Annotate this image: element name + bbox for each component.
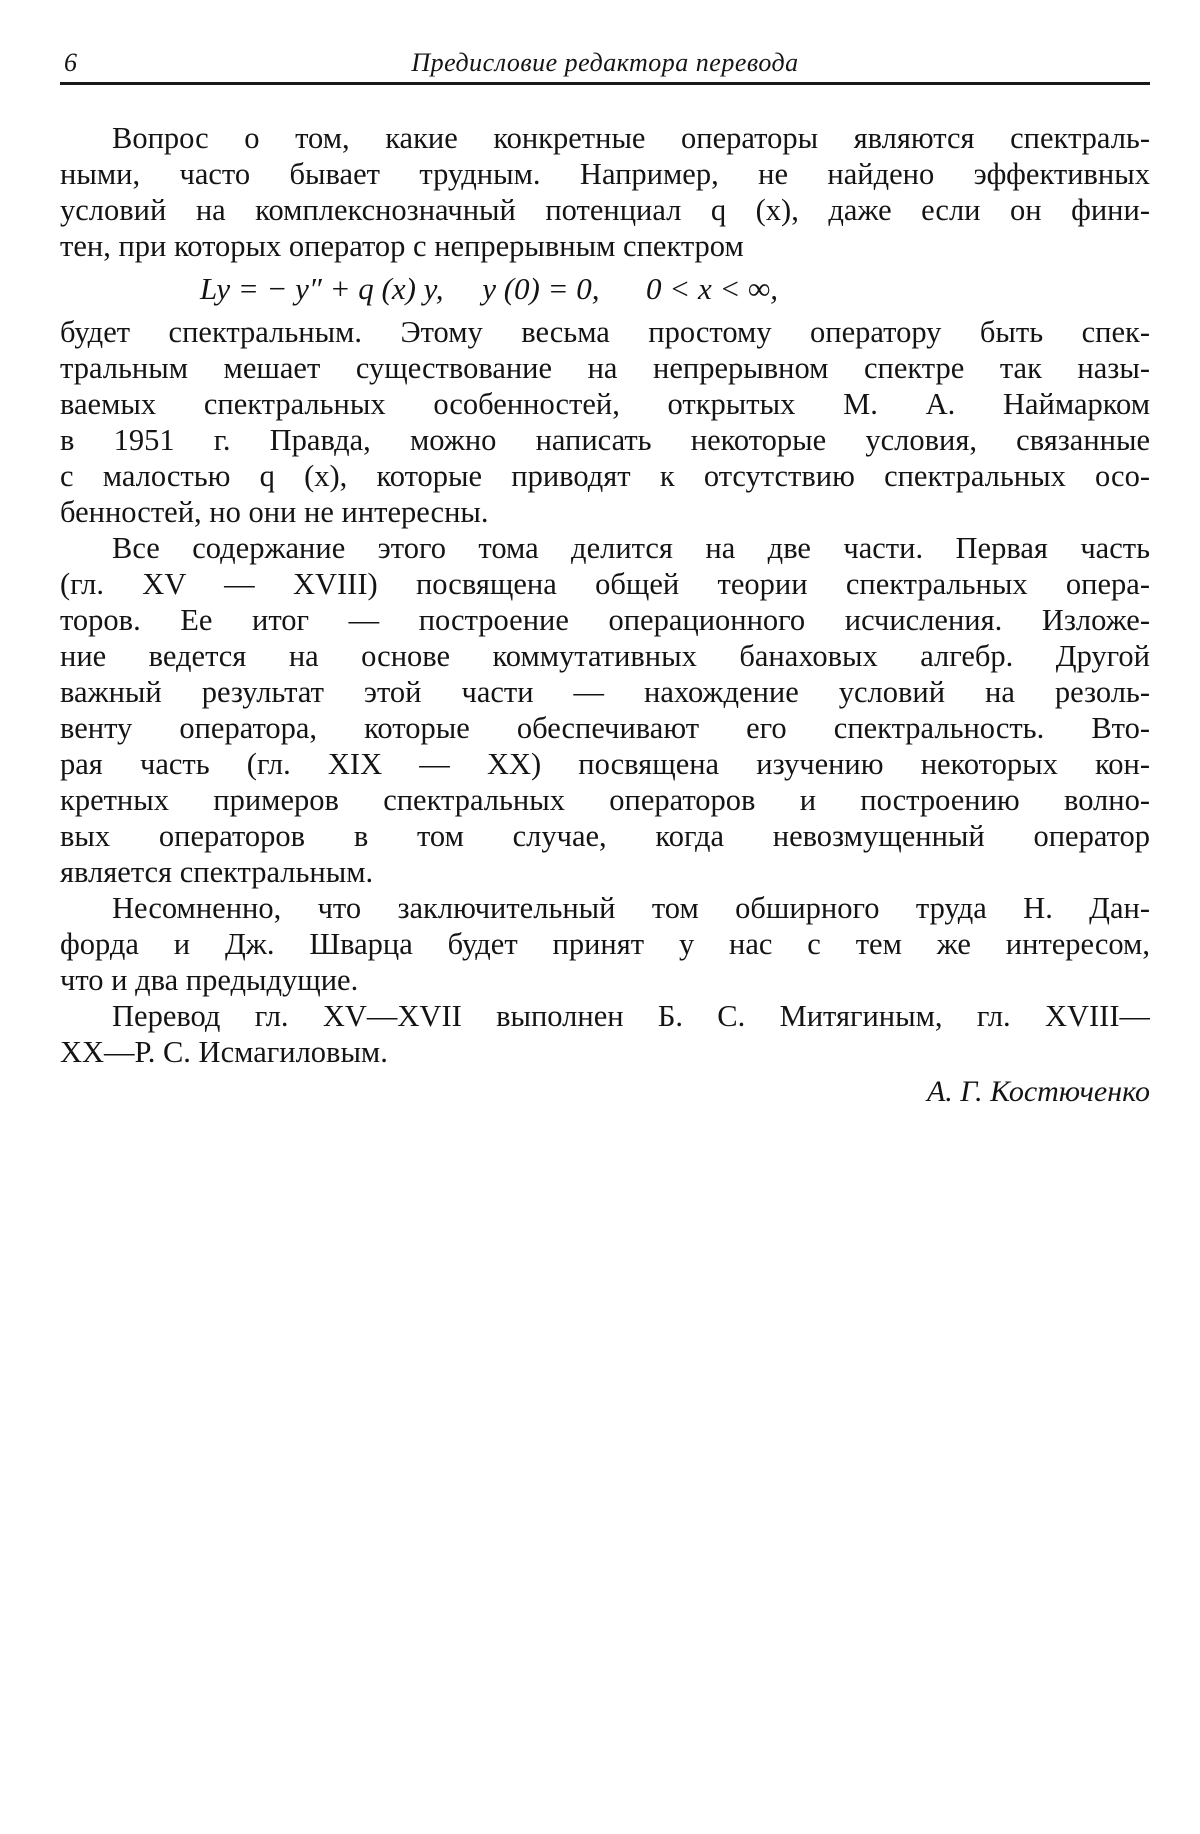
text-line: венту оператора, которые обеспечивают его спектральность. Вто- <box>60 711 1150 745</box>
text-line: торов. Ее итог — построение операционного исчисления. Изложе- <box>60 603 1150 637</box>
operator-formula: Ly = − y″ + q (x) y, y (0) = 0, 0 < x < ∞, <box>200 271 778 306</box>
text-line: ние ведется на основе коммутативных банаховых алгебр. Другой <box>60 639 1150 673</box>
text-line: Несомненно, что заключительный том обширного труда Н. Дан- <box>112 891 1150 925</box>
text-line: тен, при которых оператор с непрерывным спектром <box>60 229 744 263</box>
text-line: что и два предыдущие. <box>60 963 359 997</box>
paragraph-2 <box>60 314 1150 530</box>
text-line: рая часть (гл. XIX — XX) посвящена изучению некоторых кон- <box>60 747 1150 781</box>
main-text <box>60 120 1150 1112</box>
text-line: (гл. XV — XVIII) посвящена общей теории спектральных опера- <box>60 567 1150 601</box>
paragraph-5 <box>60 998 1150 1070</box>
running-title: Предисловие редактора перевода <box>411 48 799 77</box>
text-line: ваемых спектральных особенностей, открытых М. А. Наймарком <box>60 387 1150 421</box>
text-line: будет спектральным. Этому весьма простому оператору быть спек- <box>60 315 1150 349</box>
text-line: в 1951 г. Правда, можно написать некоторые условия, связанные <box>60 423 1150 457</box>
paragraph-1 <box>60 120 1150 264</box>
text-line: условий на комплекснозначный потенциал q (x), даже если он фини- <box>60 193 1150 227</box>
text-line: важный результат этой части — нахождение условий на резоль- <box>60 675 1150 709</box>
page-number: 6 <box>64 48 77 77</box>
author-signature: А. Г. Костюченко <box>926 1075 1150 1108</box>
paragraph-3 <box>60 530 1150 890</box>
text-line: Вопрос о том, какие конкретные операторы являются спектраль- <box>112 121 1150 155</box>
text-line: форда и Дж. Шварца будет принят у нас с тем же интересом, <box>60 927 1150 961</box>
text-line: XX—Р. С. Исмагиловым. <box>60 1035 388 1069</box>
text-line: Все содержание этого тома делится на две части. Первая часть <box>112 531 1150 565</box>
text-line: вых операторов в том случае, когда невозмущенный оператор <box>60 819 1150 853</box>
page-header <box>60 42 1150 85</box>
text-line: ными, часто бывает трудным. Например, не найдено эффективных <box>60 157 1150 191</box>
text-line: кретных примеров спектральных операторов и построению волно- <box>60 783 1150 817</box>
paragraph-4 <box>60 890 1150 998</box>
text-line: с малостью q (x), которые приводят к отсутствию спектральных осо- <box>60 459 1150 493</box>
text-line: Перевод гл. XV—XVII выполнен Б. С. Митягиным, гл. XVIII— <box>112 999 1150 1033</box>
text-line: является спектральным. <box>60 855 374 889</box>
text-line: бенностей, но они не интересны. <box>60 495 489 529</box>
text-line: тральным мешает существование на непрерывном спектре так назы- <box>60 351 1150 385</box>
